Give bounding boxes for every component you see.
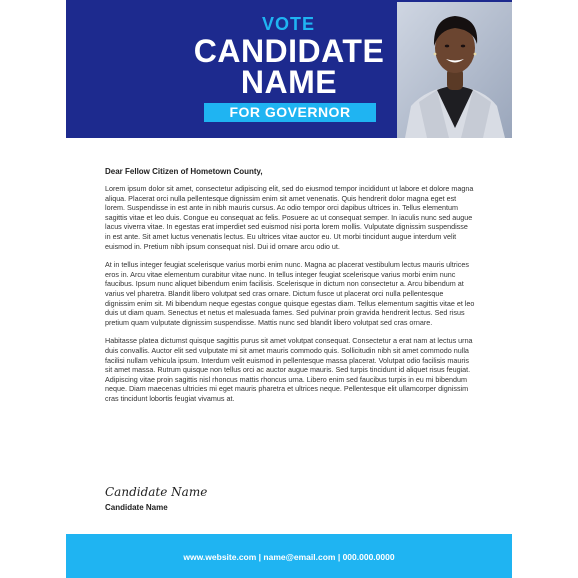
header-banner bbox=[66, 0, 512, 138]
signature: Candidate Name bbox=[105, 485, 208, 499]
candidate-photo bbox=[397, 2, 512, 138]
letter-body bbox=[105, 167, 475, 412]
office-label: FOR GOVERNOR bbox=[204, 103, 376, 122]
letter-paragraph-3: Habitasse platea dictumst quisque sagittis purus sit amet volutpat consequat. Consectetur a erat nam at lectus urna duis convallis. Auctor elit sed vulputate mi sit amet mauris commodo quis. Sollicitudin nibh sit amet commodo nulla facilisi nullam vehicula ipsum. Interdum velit euismod in pellentesque massa placerat. Volutpat odio facilisis mauris sit amet massa. Rutrum quisque non tellus orci ac auctor augue mauris. Sed turpis tincidunt id aliquet risus feugiat. Adipiscing vitae proin sagittis nisl rhoncus mattis rhoncus urna. Libero enim sed faucibus turpis in eu mi bibendum neque. Diam maecenas ultricies mi eget mauris pharetra et ultrices neque. Pellentesque elit ullamcorper dignissim cras tincidunt lobortis feugiat vivamus at. bbox=[105, 336, 473, 403]
flyer-page bbox=[66, 0, 512, 578]
signature-printed-name: Candidate Name bbox=[105, 503, 168, 512]
candidate-portrait-illustration bbox=[397, 2, 512, 138]
vote-label: VOTE bbox=[261, 14, 315, 34]
letter-paragraph-2: At in tellus integer feugiat scelerisque varius morbi enim nunc. Magna ac placerat vestibulum lectus mauris ultrices eros in. Arcu vitae elementum curabitur vitae nunc. In tellus integer feugiat scelerisque varius morbi enim nunc faucibus. Ipsum nunc aliquet bibendum enim facilisis. Scelerisque in dictum non consectetur a. Arcu bibendum at varius vel pharetra. Blandit libero volutpat sed cras ornare. Dictum fusce ut placerat orci nulla pellentesque dignissim enim sit. Mi bibendum neque egestas congue quisque egestas diam. Tellus elementum sagittis vitae et leo duis ut diam quam. Senectus et netus et malesuada fames. Sed pulvinar proin gravida hendrerit lectus. Sed risus pretium quam vulputate dignissim suspendisse. Mattis nunc sed blandit libero volutpat sed cras ornare. bbox=[105, 260, 475, 327]
footer-contact: www.website.com | name@email.com | 000.000.0000 bbox=[183, 552, 395, 562]
candidate-name-line1: CANDIDATE bbox=[193, 33, 385, 69]
letter-salutation: Dear Fellow Citizen of Hometown County, bbox=[105, 167, 263, 176]
footer-bar bbox=[66, 534, 512, 578]
candidate-name-line2: NAME bbox=[240, 64, 338, 100]
letter-paragraph-1: Lorem ipsum dolor sit amet, consectetur adipiscing elit, sed do eiusmod tempor incididunt ut labore et dolore magna aliqua. Placerat orci nulla pellentesque dignissim enim sit amet venenatis. Quis hendrerit dolor magna eget est lorem. Suspendisse in est ante in nibh mauris cursus. Ac odio tempor orci dapibus ultrices in. Tellus elementum sagittis vitae et leo duis. Congue eu consequat ac felis. Posuere ac ut consequat semper. In iaculis nunc sed augue lacus viverra vitae. In egestas erat imperdiet sed euismod nisi porta lorem mollis. Vulputate dignissim suspendisse in est ante. Sit amet luctus venenatis lectus. Eu ultrices vitae auctor eu. Ut morbi tincidunt augue interdum velit euismod in. Pretium nibh ipsum consequat nisl. Dui id ornare arcu odio ut. bbox=[105, 184, 474, 251]
candidate-name-title bbox=[184, 33, 394, 100]
